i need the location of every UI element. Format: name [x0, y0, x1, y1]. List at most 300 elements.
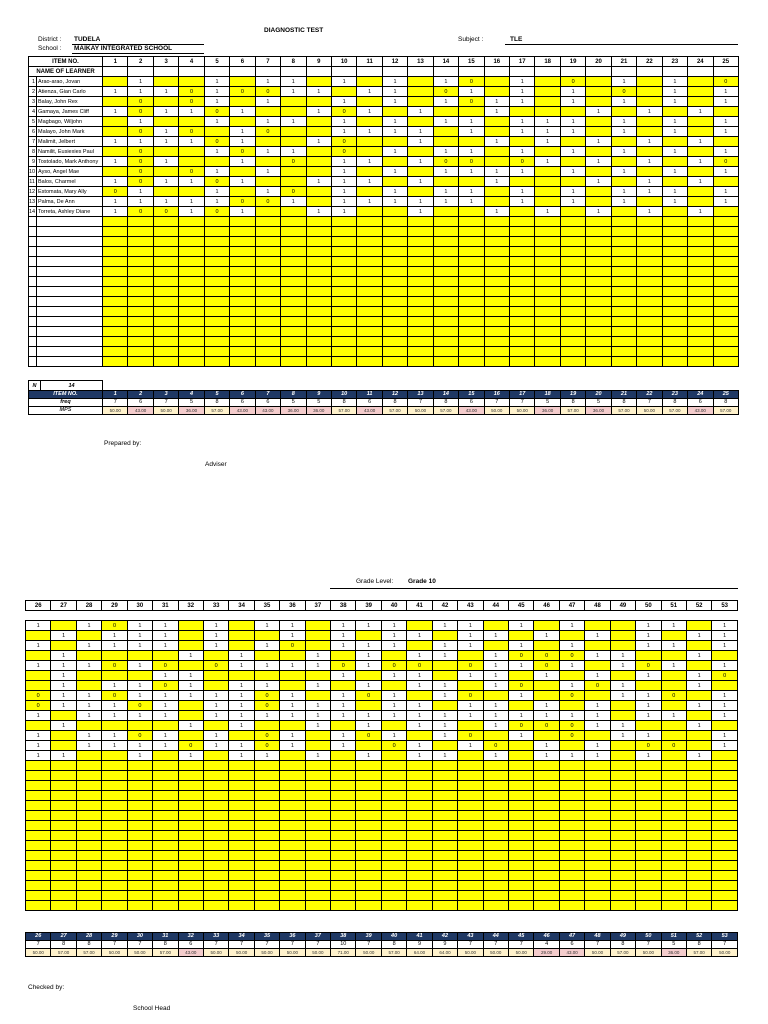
answer-cell: 1 [127, 711, 152, 721]
blank-cell [408, 227, 433, 237]
blank-cell [433, 67, 458, 77]
blank-cell [381, 791, 406, 801]
blank-cell [281, 67, 306, 77]
answer-cell [178, 731, 203, 741]
item-number-cell: 19 [560, 57, 585, 67]
mps-cell: 36.00 [281, 407, 306, 415]
blank-cell [433, 337, 458, 347]
blank-cell [611, 247, 636, 257]
answer-cell: 1 [230, 157, 255, 167]
answer-cell: 0 [281, 157, 306, 167]
answer-cell [586, 97, 611, 107]
blank-cell [686, 821, 711, 831]
blank-cell [153, 257, 178, 267]
blank-cell [178, 901, 203, 911]
answer-cell: 1 [331, 741, 356, 751]
blank-cell [610, 811, 635, 821]
answer-cell: 1 [407, 671, 432, 681]
summary-item-number: 14 [433, 391, 458, 399]
mps-cell: 50.00 [102, 949, 127, 957]
blank-cell [459, 227, 484, 237]
blank-cell [306, 227, 331, 237]
blank-cell [610, 831, 635, 841]
blank-cell [178, 611, 203, 621]
summary-item-number: 23 [662, 391, 687, 399]
answer-cell [254, 721, 279, 731]
answer-cell: 1 [433, 117, 458, 127]
summary-item-number: 39 [356, 933, 381, 941]
answer-cell [408, 87, 433, 97]
answer-cell: 0 [559, 651, 584, 661]
blank-cell [255, 237, 280, 247]
blank-cell [559, 821, 584, 831]
blank-cell [179, 257, 204, 267]
blank-cell [586, 337, 611, 347]
answer-cell [305, 671, 330, 681]
blank-cell [76, 841, 101, 851]
answer-cell: 1 [178, 721, 203, 731]
blank-cell [127, 871, 152, 881]
freq-cell: 7 [229, 941, 254, 949]
blank-cell [483, 881, 508, 891]
blank-cell [153, 781, 178, 791]
answer-cell: 1 [103, 157, 128, 167]
empty-row [29, 277, 739, 287]
blank-cell [229, 901, 254, 911]
blank-cell [586, 237, 611, 247]
blank-cell [178, 771, 203, 781]
prepared-by-label: Prepared by: [104, 440, 142, 447]
freq-cell: 7 [305, 941, 330, 949]
blank-cell [76, 611, 101, 621]
blank-cell [432, 811, 457, 821]
answer-cell [357, 97, 382, 107]
answer-cell [230, 167, 255, 177]
answer-cell: 1 [76, 701, 101, 711]
answer-cell [408, 117, 433, 127]
blank-cell [331, 821, 356, 831]
answer-cell [103, 97, 128, 107]
blank-cell [484, 357, 509, 367]
blank-cell [408, 217, 433, 227]
blank-cell [586, 277, 611, 287]
answer-cell: 1 [203, 691, 228, 701]
blank-cell [407, 871, 432, 881]
answer-cell: 1 [382, 147, 407, 157]
freq-cell: 8 [153, 941, 178, 949]
answer-cell [610, 631, 635, 641]
answer-cell: 0 [204, 207, 229, 217]
answer-cell [662, 107, 687, 117]
answer-cell: 1 [26, 731, 51, 741]
blank-cell [306, 257, 331, 267]
answer-cell: 1 [510, 197, 535, 207]
answer-cell: 1 [127, 621, 152, 631]
answer-cell: 1 [204, 187, 229, 197]
blank-cell [637, 347, 662, 357]
answer-cell: 1 [153, 631, 178, 641]
blank-cell [153, 851, 178, 861]
answer-cell: 1 [128, 187, 153, 197]
answer-cell: 1 [381, 711, 406, 721]
blank-cell [229, 821, 254, 831]
blank-cell [560, 357, 585, 367]
blank-cell [535, 217, 560, 227]
answer-cell [636, 651, 661, 661]
answer-cell [179, 147, 204, 157]
blank-cell [128, 237, 153, 247]
answer-cell: 0 [636, 741, 661, 751]
blank-cell [559, 811, 584, 821]
answer-cell [713, 137, 738, 147]
blank-cell [103, 307, 128, 317]
summary-item-number: 52 [686, 933, 711, 941]
blank-cell [381, 901, 406, 911]
blank-cell [661, 901, 686, 911]
blank-cell [51, 611, 76, 621]
blank-cell [76, 791, 101, 801]
blank-cell [610, 851, 635, 861]
blank-cell [255, 257, 280, 267]
blank-cell [356, 901, 381, 911]
table-row [26, 681, 738, 691]
blank-cell [712, 791, 738, 801]
summary-item-number: 13 [408, 391, 433, 399]
answer-cell: 1 [382, 167, 407, 177]
answer-cell: 1 [306, 207, 331, 217]
blank-cell [128, 247, 153, 257]
blank-cell [76, 831, 101, 841]
answer-cell: 1 [127, 641, 152, 651]
answer-cell: 0 [179, 97, 204, 107]
answer-cell: 1 [357, 157, 382, 167]
answer-cell [637, 167, 662, 177]
answer-cell [459, 107, 484, 117]
answer-cell: 1 [306, 107, 331, 117]
answer-cell [357, 117, 382, 127]
answer-cell: 1 [611, 117, 636, 127]
answer-cell: 1 [432, 751, 457, 761]
freq-cell: 9 [432, 941, 457, 949]
blank-cell [458, 771, 483, 781]
answer-cell: 1 [254, 751, 279, 761]
blank-cell [254, 791, 279, 801]
answer-cell [484, 77, 509, 87]
answer-cell [610, 751, 635, 761]
answer-cell [103, 167, 128, 177]
blank-cell [586, 327, 611, 337]
blank-cell [433, 347, 458, 357]
summary-item-number: 10 [331, 391, 356, 399]
blank-cell [510, 267, 535, 277]
answer-cell: 1 [51, 681, 76, 691]
blank-cell [408, 277, 433, 287]
blank-cell [26, 811, 51, 821]
blank-cell [534, 841, 559, 851]
blank-cell [153, 881, 178, 891]
mps-cell: 50.00 [408, 407, 433, 415]
answer-cell: 1 [153, 691, 178, 701]
answer-cell [153, 651, 178, 661]
answer-cell: 0 [331, 107, 356, 117]
blank-cell [408, 317, 433, 327]
blank-cell [306, 217, 331, 227]
blank-cell [254, 801, 279, 811]
blank-cell [637, 237, 662, 247]
blank-cell [356, 881, 381, 891]
answer-cell: 0 [458, 731, 483, 741]
blank-cell [103, 67, 128, 77]
answer-cell [382, 177, 407, 187]
blank-cell [51, 761, 76, 771]
blank-cell [102, 841, 127, 851]
answer-cell: 0 [26, 691, 51, 701]
answer-cell: 1 [255, 187, 280, 197]
table-row [26, 711, 738, 721]
blank-cell [230, 217, 255, 227]
answer-cell: 1 [128, 137, 153, 147]
answer-cell [585, 621, 610, 631]
school-label: School : [38, 45, 62, 52]
answer-cell: 1 [509, 621, 534, 631]
blank-cell [381, 781, 406, 791]
answer-cell [230, 77, 255, 87]
blank-cell [305, 811, 330, 821]
answer-cell: 1 [331, 671, 356, 681]
answer-cell [408, 97, 433, 107]
blank-cell [433, 307, 458, 317]
blank-cell [408, 267, 433, 277]
blank-cell [407, 901, 432, 911]
answer-cell [281, 207, 306, 217]
answer-cell: 1 [280, 741, 305, 751]
blank-cell [611, 277, 636, 287]
answer-cell: 1 [433, 167, 458, 177]
blank-cell [408, 247, 433, 257]
summary-item-number: 40 [381, 933, 406, 941]
blank-cell [280, 871, 305, 881]
answer-cell: 1 [713, 117, 738, 127]
answer-cell [433, 107, 458, 117]
freq-cell: 7 [280, 941, 305, 949]
blank-cell [51, 831, 76, 841]
blank-cell [102, 881, 127, 891]
freq-cell: 7 [585, 941, 610, 949]
blank-cell [382, 287, 407, 297]
answer-cell [281, 97, 306, 107]
blank-cell [661, 861, 686, 871]
answer-cell: 0 [661, 741, 686, 751]
blank-cell [254, 901, 279, 911]
blank-cell [178, 761, 203, 771]
blank-cell [204, 327, 229, 337]
blank-cell [510, 237, 535, 247]
answer-cell: 1 [153, 137, 178, 147]
item-number-cell: 38 [331, 601, 356, 611]
blank-cell [357, 297, 382, 307]
blank-cell [305, 781, 330, 791]
item-number-cell: 50 [636, 601, 661, 611]
answer-cell: 1 [407, 681, 432, 691]
blank-cell [509, 901, 534, 911]
item-number-cell: 10 [331, 57, 356, 67]
blank-cell [128, 317, 153, 327]
answer-cell: 1 [560, 147, 585, 157]
answer-cell [382, 107, 407, 117]
blank-cell [37, 357, 103, 367]
blank-cell [331, 247, 356, 257]
blank-cell [128, 67, 153, 77]
blank-cell [305, 851, 330, 861]
summary-table-items-26-53 [25, 932, 738, 957]
learner-name: Gamaya, James Cliff [37, 107, 103, 117]
answer-cell: 1 [382, 117, 407, 127]
blank-cell [637, 337, 662, 347]
empty-row [26, 821, 738, 831]
learner-number: 10 [29, 168, 36, 175]
blank-cell [661, 841, 686, 851]
answer-cell [407, 731, 432, 741]
blank-cell [26, 781, 51, 791]
blank-cell [382, 317, 407, 327]
blank-cell [128, 277, 153, 287]
blank-cell [483, 831, 508, 841]
item-number-cell: 3 [153, 57, 178, 67]
answer-cell [586, 127, 611, 137]
blank-cell [153, 871, 178, 881]
blank-cell [534, 871, 559, 881]
answer-cell [51, 621, 76, 631]
summary-item-number: 36 [280, 933, 305, 941]
blank-cell [331, 841, 356, 851]
blank-cell [29, 227, 37, 237]
answer-cell [382, 157, 407, 167]
blank-cell [280, 831, 305, 841]
blank-cell [204, 287, 229, 297]
blank-cell [432, 781, 457, 791]
answer-cell [26, 681, 51, 691]
answer-cell: 1 [382, 77, 407, 87]
blank-cell [637, 67, 662, 77]
answer-cell [662, 177, 687, 187]
answer-cell [26, 631, 51, 641]
answer-cell [408, 167, 433, 177]
answer-cell: 1 [76, 741, 101, 751]
blank-cell [611, 307, 636, 317]
blank-cell [433, 227, 458, 237]
answer-cell: 1 [179, 177, 204, 187]
blank-cell [560, 317, 585, 327]
answer-cell [483, 621, 508, 631]
answer-cell: 1 [407, 631, 432, 641]
mps-cell: 50.00 [458, 949, 483, 957]
answer-cell [432, 671, 457, 681]
blank-cell [713, 307, 738, 317]
blank-cell [713, 317, 738, 327]
blank-cell [229, 891, 254, 901]
answer-cell: 1 [281, 117, 306, 127]
summary-item-number: 8 [281, 391, 306, 399]
blank-cell [153, 791, 178, 801]
blank-cell [179, 217, 204, 227]
answer-cell [586, 187, 611, 197]
answer-cell: 1 [153, 197, 178, 207]
answer-cell [229, 671, 254, 681]
answer-cell [281, 167, 306, 177]
freq-cell: 6 [688, 399, 713, 407]
blank-cell [127, 881, 152, 891]
answer-cell: 1 [254, 641, 279, 651]
blank-cell [230, 297, 255, 307]
answer-cell [203, 651, 228, 661]
answer-cell: 1 [280, 731, 305, 741]
blank-cell [103, 381, 739, 391]
answer-cell: 0 [26, 701, 51, 711]
answer-cell [637, 87, 662, 97]
answer-cell: 1 [712, 631, 738, 641]
answer-cell [178, 621, 203, 631]
blank-cell [331, 891, 356, 901]
blank-cell [37, 227, 103, 237]
blank-cell [356, 871, 381, 881]
blank-cell [510, 327, 535, 337]
blank-cell [662, 347, 687, 357]
mps-cell: 50.00 [637, 407, 662, 415]
blank-cell [610, 801, 635, 811]
blank-cell [509, 791, 534, 801]
blank-cell [661, 871, 686, 881]
answer-cell: 1 [510, 167, 535, 177]
blank-cell [535, 357, 560, 367]
answer-cell: 1 [611, 77, 636, 87]
blank-cell [484, 227, 509, 237]
summary-item-number: 53 [712, 933, 738, 941]
answer-cell: 1 [662, 87, 687, 97]
freq-cell: 6 [178, 941, 203, 949]
blank-cell [280, 881, 305, 891]
blank-cell [712, 801, 738, 811]
answer-cell [356, 701, 381, 711]
blank-cell [458, 781, 483, 791]
freq-cell: 7 [153, 399, 178, 407]
answer-cell: 1 [484, 137, 509, 147]
answer-cell: 1 [229, 711, 254, 721]
answer-cell: 1 [381, 631, 406, 641]
learner-number: 13 [29, 198, 36, 205]
table-row [29, 107, 739, 117]
answer-cell: 1 [661, 661, 686, 671]
blank-cell [712, 851, 738, 861]
blank-cell [357, 257, 382, 267]
summary-item-number: 42 [432, 933, 457, 941]
blank-cell [432, 831, 457, 841]
freq-cell: 7 [510, 399, 535, 407]
blank-cell [585, 611, 610, 621]
answer-cell: 1 [331, 641, 356, 651]
empty-row [29, 257, 739, 267]
summary-item-number: 21 [611, 391, 636, 399]
blank-cell [509, 611, 534, 621]
blank-cell [586, 217, 611, 227]
blank-cell [610, 771, 635, 781]
blank-cell [128, 227, 153, 237]
empty-row [29, 357, 739, 367]
answer-cell: 1 [688, 137, 713, 147]
blank-cell [407, 791, 432, 801]
blank-cell [586, 247, 611, 257]
blank-cell [382, 247, 407, 257]
blank-cell [483, 901, 508, 911]
